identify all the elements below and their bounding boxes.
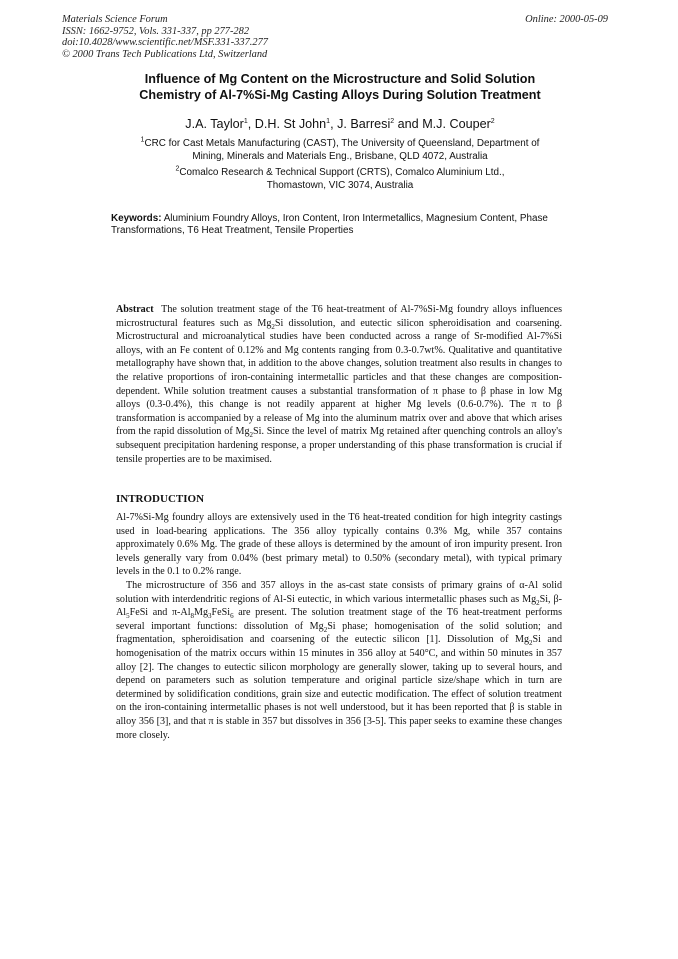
keywords-label: Keywords: xyxy=(111,213,162,224)
introduction-body xyxy=(116,511,562,742)
subscript: 2 xyxy=(529,639,533,648)
intro-paragraph-2 xyxy=(116,579,562,742)
author-3-affiliation: 2 xyxy=(390,117,395,125)
issn-line: ISSN: 1662-9752, Vols. 331-337, pp 277-282 xyxy=(62,25,250,37)
author-1: J.A. Taylor xyxy=(185,117,244,131)
text-run: FeSi xyxy=(211,607,231,619)
author-separator: , xyxy=(330,117,338,131)
text-run: FeSi and π-Al xyxy=(129,607,191,619)
keywords-text: Aluminium Foundry Alloys, Iron Content, Iron Intermetallics, Magnesium Content, Phase Transformations, T6 Heat Treatment, Tensile Properties xyxy=(111,213,548,237)
doi-line[interactable]: doi:10.4028/www.scientific.net/MSF.331-337.277 xyxy=(62,37,268,49)
paper-title xyxy=(100,71,580,103)
abstract-label: Abstract xyxy=(116,304,154,315)
author-conjunction: and xyxy=(394,117,423,131)
copyright-line: © 2000 Trans Tech Publications Ltd, Switzerland xyxy=(62,48,268,60)
keywords-block xyxy=(111,213,581,237)
subscript: 2 xyxy=(271,322,275,331)
affiliation-2-line-2: Thomastown, VIC 3074, Australia xyxy=(266,179,414,191)
journal-header xyxy=(62,14,268,60)
affiliation-1-line-2: Mining, Minerals and Materials Eng., Brisbane, QLD 4072, Australia xyxy=(192,150,488,162)
title-line-2: Chemistry of Al-7%Si-Mg Casting Alloys During Solution Treatment xyxy=(139,88,541,102)
text-run: Si phase; homogenisation of the solid solution; and fragmentation, spheroidisation and coarsening of the eutectic silicon [1]. Dissolution of Mg xyxy=(116,620,562,646)
text-run: are present. The solution treatment stage of the T6 heat-treatment performs several important functions: dissolution of Mg xyxy=(116,607,562,632)
subscript: 5 xyxy=(126,612,130,621)
affiliation-2-number: 2 xyxy=(175,165,180,173)
author-1-affiliation: 1 xyxy=(243,117,248,125)
text-run: The microstructure of 356 and 357 alloys in the as-cast state consists of primary grains of α-Al solid solution with interdendritic regions of Al-Si eutectic, in which various intermetallic phases such as Mg xyxy=(116,579,562,605)
affiliation-2 xyxy=(110,167,570,192)
section-heading-introduction: INTRODUCTION xyxy=(116,493,205,505)
author-3: J. Barresi xyxy=(337,117,391,131)
affiliation-1-line-1: CRC for Cast Metals Manufacturing (CAST), The University of Queensland, Department of xyxy=(144,138,540,149)
title-line-1: Influence of Mg Content on the Microstructure and Solid Solution xyxy=(144,72,536,86)
affiliation-1-number: 1 xyxy=(140,136,145,144)
abstract-text-2: Si dissolution, and eutectic silicon spheroidisation and coarsening. Microstructural and microanalytical studies have been conducted across a range of Sr-modified Al-7%Si alloys, with an Fe content of 0.12% and Mg contents ranging from 0.3-0.7wt%. Qualitative and quantitative metallography have shown that, in addition to the above changes, solution treatment also results in changes to the relative proportions of iron-containing intermetallic particles and that these changes are composition-dependent. While solution treatment causes a substantial transformation of π phase to β phase in low Mg alloys (0.3-0.4%), this change is not readily apparent at higher Mg levels (0.6-0.7%). The π to β transformation is accompanied by a release of Mg into the aluminum matrix over and above that which arises from the rapid dissolution of Mg xyxy=(116,317,562,438)
subscript: 6 xyxy=(230,612,234,621)
author-4: M.J. Couper xyxy=(422,117,491,131)
text-run: Si, β-Al xyxy=(116,593,562,619)
intro-paragraph-1: Al-7%Si-Mg foundry alloys are extensively used in the T6 heat-treated condition for high integrity castings used in load-bearing applications. The 356 alloy typically contains 0.3% Mg, while 357 contains approximately 0.6% Mg. The grade of these alloys is determined by the amount of iron impurity present. Iron levels generally vary from 0.04% (best primary metal) to 0.50% (secondary metal), with typical primary levels in the 0.1 to 0.2% range. xyxy=(116,512,562,578)
subscript: 2 xyxy=(323,625,328,634)
abstract-block xyxy=(116,303,562,466)
author-4-affiliation: 2 xyxy=(490,117,495,125)
subscript: 3 xyxy=(208,612,212,621)
author-2: D.H. St John xyxy=(254,117,327,131)
subscript: 8 xyxy=(190,612,195,621)
journal-name: Materials Science Forum xyxy=(62,14,168,25)
author-separator: , xyxy=(247,117,255,131)
affiliation-2-line-1: Comalco Research & Technical Support (CRTS), Comalco Aluminium Ltd., xyxy=(179,167,505,178)
text-run: Mg xyxy=(194,607,209,619)
author-2-affiliation: 1 xyxy=(326,117,331,125)
subscript: 2 xyxy=(249,431,254,440)
abstract-text-1: The solution treatment stage of the T6 heat-treatment of Al-7%Si-Mg foundry alloys influences microstructural features such as Mg xyxy=(116,304,562,329)
abstract-text-3: Si. Since the level of matrix Mg retained after quenching controls an alloy's subsequent precipitation hardening response, a proper understanding of this phase transformation is crucial if tensile properties are to be maximised. xyxy=(116,426,563,465)
affiliation-1 xyxy=(110,138,570,163)
text-run: Si and homogenisation of the matrix occurs within 15 minutes in 356 alloy at 540°C, and within 50 minutes in 357 alloy [2]. The changes to eutectic silicon morphology are generally slower, taking up to several hours, and depend on parameters such as solution temperature and original particle size/shape which in turn are determined by solidification conditions, grain size and eutectic modification. The effect of solution treatment on the iron-containing intermetallic phases is not well understood, but it has been reported that β is stable in alloy 356 [3], and that π is stable in 357 but dissolves in 356 [3-5]. This paper seeks to examine these changes more closely. xyxy=(116,634,562,741)
subscript: 2 xyxy=(536,598,540,607)
author-list xyxy=(100,117,580,131)
online-date: Online: 2000-05-09 xyxy=(525,14,608,25)
